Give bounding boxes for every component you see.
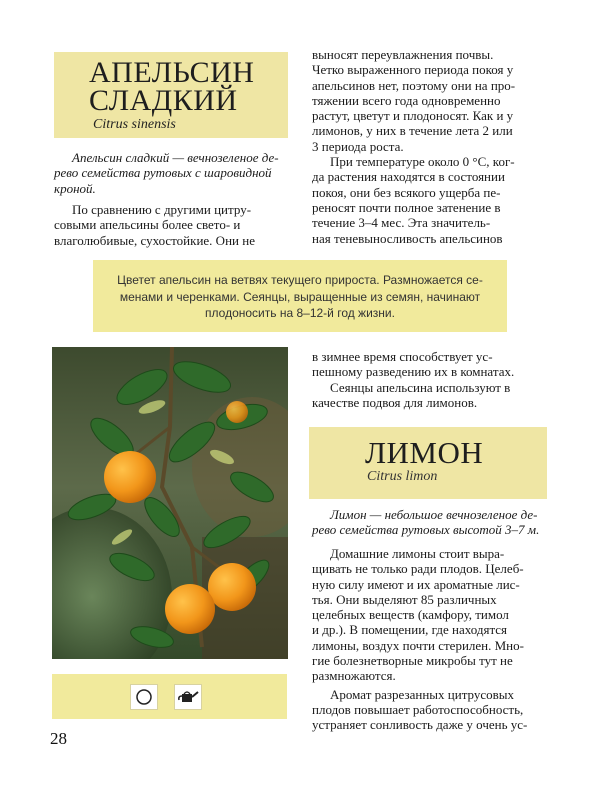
- text-line: выносят переувлажнения почвы.: [312, 47, 494, 62]
- text-line: течение 3–4 мес. Эта значитель-: [312, 215, 491, 231]
- caption-line: рево семейства рутовых высотой 3–7 м.: [312, 522, 540, 538]
- orange-body-right: [312, 47, 546, 246]
- text-line: Аромат разрезанных цитрусовых: [330, 686, 515, 702]
- text-line: гие болезнетворные микробы тут не: [312, 653, 513, 669]
- orange-caption: [54, 150, 288, 196]
- text-line: При температуре около 0 °С, ког-: [330, 154, 515, 170]
- text-line: и др.). В помещении, где находятся: [312, 622, 508, 638]
- text-line: ная теневыносливость апельсинов: [312, 230, 503, 246]
- lemon-title-box: [309, 427, 547, 499]
- text-line: тяжении всего года одновременно: [312, 92, 501, 108]
- text-line: влаголюбивые, сухостойкие. Они не: [54, 232, 255, 248]
- text-line: Сеянцы апельсина используют в: [330, 379, 511, 395]
- care-icons-strip: [52, 674, 287, 719]
- text-line: Четко выраженного периода покоя у: [312, 62, 514, 78]
- text-line: целебных веществ (камфору, тимол: [312, 607, 509, 623]
- text-line: щивать не только ради плодов. Целеб-: [312, 561, 524, 577]
- text-line: в зимнее время способствует ус-: [312, 349, 493, 364]
- banner-line: менами и черенками. Сеянцы, выращенные из семян, начинают: [119, 289, 481, 304]
- lemon-caption: [312, 507, 546, 538]
- text-line: растут, цветут и плодоносят. Как и у: [312, 108, 514, 124]
- sun-circle-icon: [130, 684, 158, 710]
- text-line: Домашние лимоны стоит выра-: [330, 546, 505, 561]
- text-line: лимонов, у них в течение лета 2 или: [312, 123, 513, 139]
- caption-line: рево семейства рутовых с шаровидной: [54, 165, 272, 181]
- lemon-body: [312, 546, 546, 733]
- text-line: покоя, они без всякого ущерба пе-: [312, 184, 501, 200]
- text-line: плодов повышает работоспособность,: [312, 701, 524, 717]
- page-number: 28: [50, 729, 67, 748]
- lemon-title: ЛИМОН: [365, 435, 484, 470]
- text-line: реносят почти полное затенение в: [312, 199, 501, 215]
- banner-text: [101, 272, 499, 322]
- banner-line: плодоносить на 8–12-й год жизни.: [205, 306, 395, 320]
- text-line: ную силу имеют и их ароматные лис-: [312, 576, 520, 592]
- orange-title-line2: СЛАДКИЙ: [89, 84, 238, 117]
- text-line: 3 периода роста.: [312, 138, 404, 154]
- text-line: да растения находятся в состоянии: [312, 169, 505, 185]
- text-line: тья. Они выделяют 85 различных: [312, 591, 497, 607]
- watering-can-icon: [174, 684, 202, 710]
- text-line: качестве подвоя для лимонов.: [312, 394, 478, 410]
- text-line: апельсинов нет, поэтому они на про-: [312, 77, 516, 93]
- info-banner: [93, 260, 507, 332]
- text-line: совыми апельсины более свето- и: [54, 217, 241, 233]
- orange-title-box: [54, 52, 288, 138]
- text-line: пешному разведению их в комнатах.: [312, 364, 515, 380]
- orange-latin-name: Citrus sinensis: [93, 117, 176, 132]
- caption-line: кроной.: [54, 180, 96, 196]
- orange-tree-photo: [52, 347, 288, 659]
- caption-line: Апельсин сладкий — вечнозеленое де-: [72, 150, 279, 165]
- lemon-latin-name: Citrus limon: [367, 469, 438, 484]
- orange-body-continued: [312, 349, 546, 410]
- text-line: размножаются.: [312, 668, 396, 684]
- text-line: По сравнению с другими цитру-: [72, 202, 252, 217]
- text-line: устраняет сонливость даже у очень ус-: [312, 717, 528, 733]
- orange-body-left: [54, 202, 288, 248]
- caption-line: Лимон — небольшое вечнозеленое де-: [330, 507, 538, 522]
- text-line: лимоны, воздух почти стерилен. Мно-: [312, 637, 524, 653]
- banner-line: Цветет апельсин на ветвях текущего прироста. Размножается се-: [117, 273, 483, 287]
- orange-title-line1: АПЕЛЬСИН: [89, 56, 255, 89]
